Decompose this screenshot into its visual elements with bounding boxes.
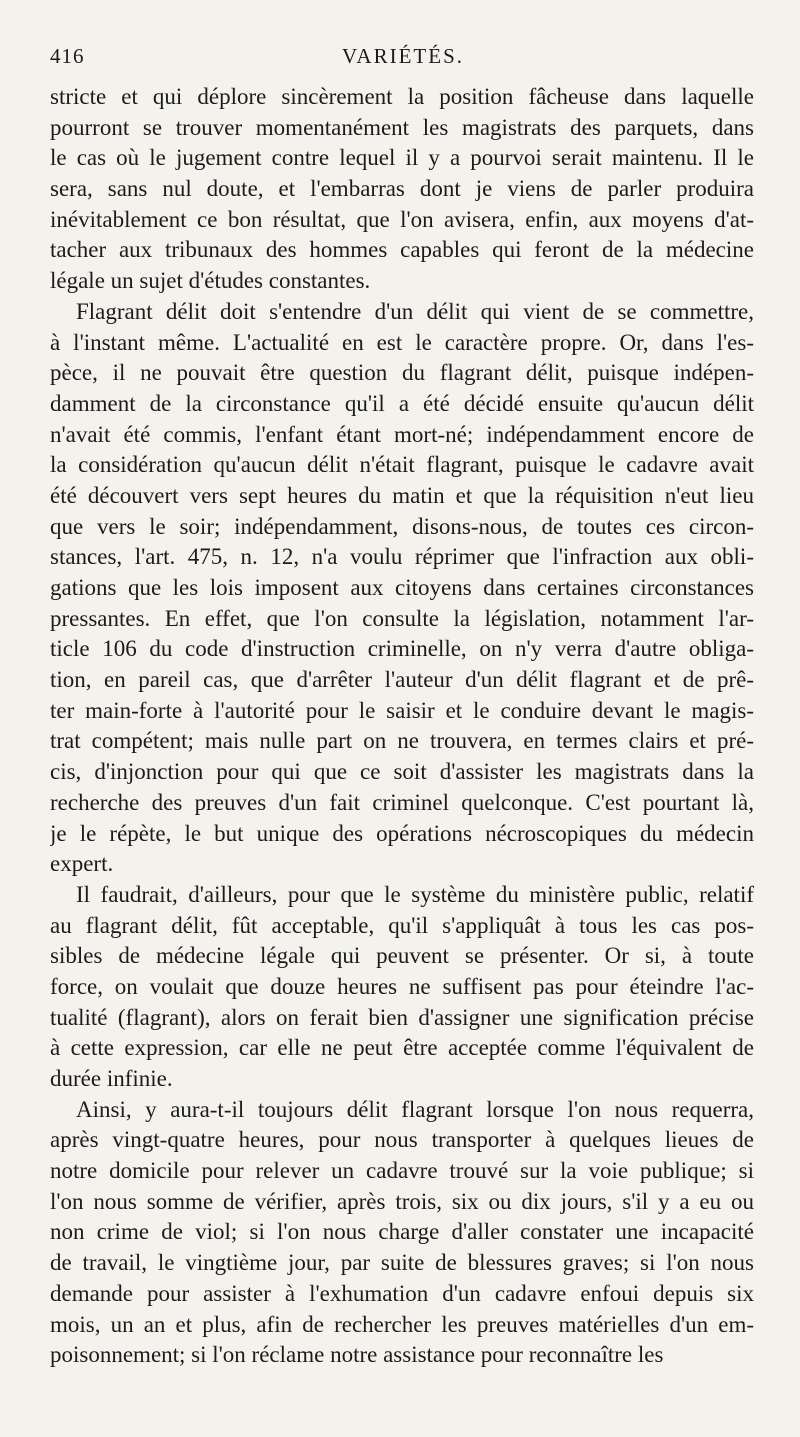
text-line: demande pour assister à l'exhumation d'un cadavre enfoui depuis six xyxy=(50,1280,754,1306)
text-line: notre domicile pour relever un cadavre trouvé sur la voie publique; si xyxy=(50,1158,754,1184)
text-line: Il faudrait, d'ailleurs, pour que le système du ministère public, relatif xyxy=(76,881,754,907)
body-text xyxy=(50,82,754,1371)
text-line: de travail, le vingtième jour, par suite de blessures graves; si l'on nous xyxy=(50,1250,754,1276)
text-line: je le répète, le but unique des opérations nécroscopiques du médecin xyxy=(50,820,754,846)
text-line: tacher aux tribunaux des hommes capables qui feront de la médecine xyxy=(50,237,754,263)
text-line: été découvert vers sept heures du matin et que la réquisition n'eut lieu xyxy=(50,482,754,508)
paragraph xyxy=(50,880,754,1095)
text-line: légale un sujet d'études constantes. xyxy=(50,268,371,294)
text-line: damment de la circonstance qu'il a été décidé ensuite qu'aucun délit xyxy=(50,390,754,416)
text-line: sibles de médecine légale qui peuvent se présenter. Or si, à toute xyxy=(50,943,754,969)
text-line: pourront se trouver momentanément les magistrats des parquets, dans xyxy=(50,114,754,140)
text-line: Flagrant délit doit s'entendre d'un délit qui vient de se commettre, xyxy=(76,298,754,324)
text-line: inévitablement ce bon résultat, que l'on avisera, enfin, aux moyens d'at- xyxy=(50,206,754,232)
text-line: à l'instant même. L'actualité en est le caractère propre. Or, dans l'es- xyxy=(50,329,754,355)
text-line: durée infinie. xyxy=(50,1066,173,1091)
text-line: cis, d'injonction pour qui que ce soit d'assister les magistrats dans la xyxy=(50,759,754,785)
text-line: sera, sans nul doute, et l'embarras dont je viens de parler produira xyxy=(50,176,754,202)
paragraph xyxy=(50,82,754,297)
text-line: stances, l'art. 475, n. 12, n'a voulu réprimer que l'infraction aux obli- xyxy=(50,544,754,570)
text-line: Ainsi, y aura-t-il toujours délit flagrant lorsque l'on nous requerra, xyxy=(76,1096,754,1122)
text-line: force, on voulait que douze heures ne suffisent pas pour éteindre l'ac- xyxy=(50,973,754,999)
text-line: poisonnement; si l'on réclame notre assistance pour reconnaître les xyxy=(50,1342,664,1368)
text-line: n'avait été commis, l'enfant étant mort-né; indépendamment encore de xyxy=(50,421,754,447)
paragraph xyxy=(50,297,754,880)
text-line: pressantes. En effet, que l'on consulte la législation, notamment l'ar- xyxy=(50,605,754,631)
text-line: au flagrant délit, fût acceptable, qu'il s'appliquât à tous les cas pos- xyxy=(50,912,754,938)
text-line: l'on nous somme de vérifier, après trois, six ou dix jours, s'il y a eu ou xyxy=(50,1188,754,1214)
text-line: que vers le soir; indépendamment, disons-nous, de toutes ces circon- xyxy=(50,513,754,539)
text-line: ter main-forte à l'autorité pour le saisir et le conduire devant le magis- xyxy=(50,697,754,723)
text-line: le cas où le jugement contre lequel il y a pourvoi serait maintenu. Il le xyxy=(50,145,754,171)
text-line: stricte et qui déplore sincèrement la position fâcheuse dans laquelle xyxy=(50,84,754,109)
text-line: non crime de viol; si l'on nous charge d'aller constater une incapacité xyxy=(50,1219,754,1245)
paragraph xyxy=(50,1095,754,1371)
text-line: mois, un an et plus, afin de rechercher les preuves matérielles d'un em- xyxy=(50,1311,754,1337)
page-number: 416 xyxy=(50,44,85,68)
page-header xyxy=(50,44,756,76)
text-line: après vingt-quatre heures, pour nous transporter à quelques lieues de xyxy=(50,1127,754,1153)
text-line: gations que les lois imposent aux citoyens dans certaines circonstances xyxy=(50,575,754,600)
text-line: expert. xyxy=(50,851,114,877)
text-line: la considération qu'aucun délit n'était flagrant, puisque le cadavre avait xyxy=(50,452,754,478)
text-line: tualité (flagrant), alors on ferait bien d'assigner une signification précise xyxy=(50,1004,754,1030)
text-line: ticle 106 du code d'instruction criminelle, on n'y verra d'autre obliga- xyxy=(50,636,754,662)
running-title: VARIÉTÉS. xyxy=(341,44,465,68)
text-line: recherche des preuves d'un fait criminel quelconque. C'est pourtant là, xyxy=(50,789,754,815)
text-line: à cette expression, car elle ne peut être acceptée comme l'équivalent de xyxy=(50,1035,754,1061)
text-line: tion, en pareil cas, que d'arrêter l'auteur d'un délit flagrant et de prê- xyxy=(50,667,754,693)
text-line: trat compétent; mais nulle part on ne trouvera, en termes clairs et pré- xyxy=(50,728,754,754)
text-line: pèce, il ne pouvait être question du flagrant délit, puisque indépen- xyxy=(50,360,754,386)
